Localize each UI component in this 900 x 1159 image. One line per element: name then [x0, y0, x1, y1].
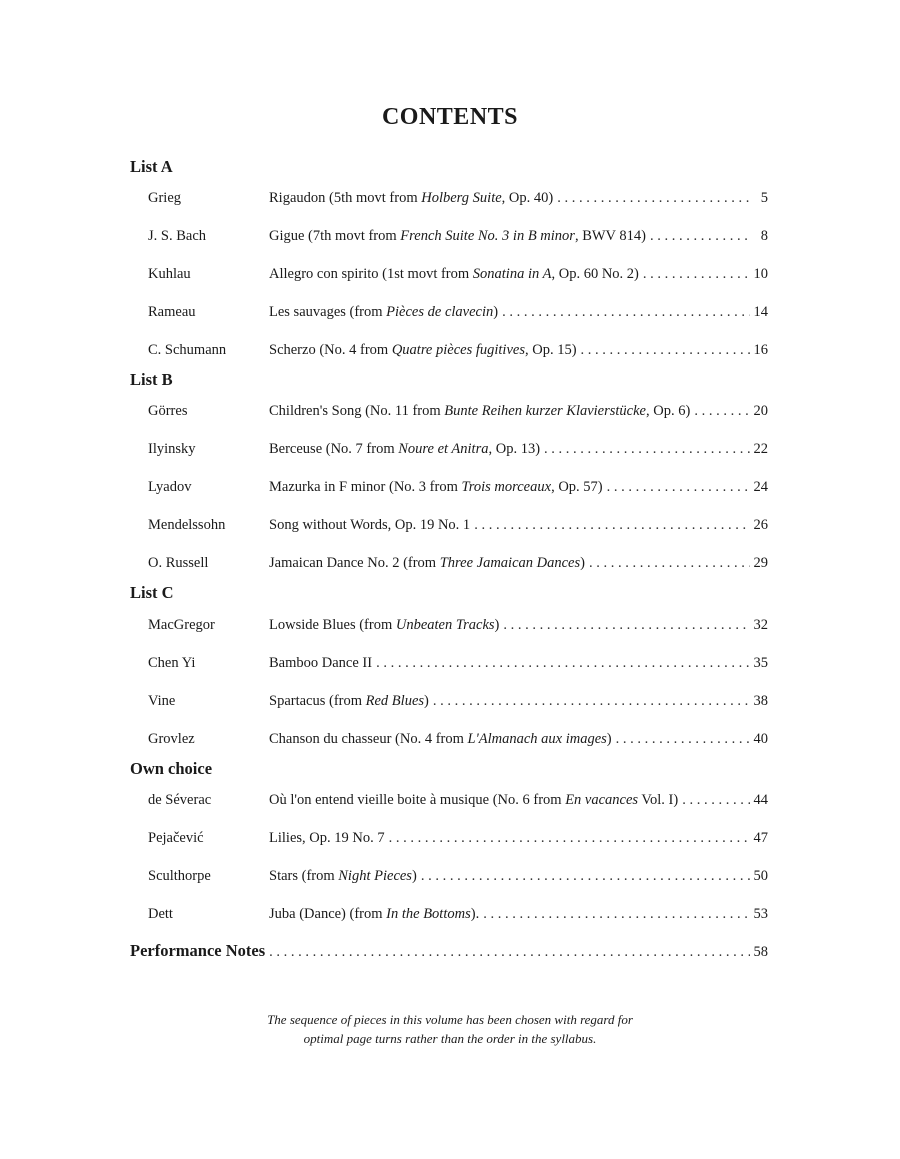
- dot-leader: [502, 301, 749, 323]
- piece-title: Lowside Blues (from Unbeaten Tracks): [269, 617, 500, 633]
- piece-title: Lilies, Op. 19 No. 7: [269, 830, 385, 846]
- composer-name: Mendelssohn: [148, 517, 226, 533]
- toc-entry-performance-notes[interactable]: [130, 941, 768, 965]
- page-number: 29: [753, 555, 768, 571]
- piece-title: Song without Words, Op. 19 No. 1: [269, 517, 471, 533]
- toc-entry[interactable]: [148, 339, 768, 361]
- dot-leader: [682, 789, 749, 811]
- piece-title: Où l'on entend vieille boite à musique (No. 6 from En vacances Vol. I): [269, 792, 679, 808]
- toc-entry[interactable]: [148, 789, 768, 811]
- page-number: 20: [753, 403, 768, 419]
- toc-entry[interactable]: [148, 690, 768, 712]
- section-heading-list-a: List A: [130, 157, 173, 176]
- piece-title: Bamboo Dance II: [269, 655, 373, 671]
- dot-leader: [643, 263, 750, 285]
- page-number: 14: [753, 304, 768, 320]
- toc-entry[interactable]: [148, 728, 768, 750]
- page-number: 24: [753, 479, 768, 495]
- dot-leader: [650, 225, 750, 247]
- toc-entry[interactable]: [148, 225, 768, 247]
- page-number: 53: [753, 906, 768, 922]
- composer-name: Ilyinsky: [148, 441, 196, 457]
- toc-entry[interactable]: [148, 903, 768, 925]
- toc-entry[interactable]: [148, 438, 768, 460]
- page-number: 35: [753, 655, 768, 671]
- dot-leader: [694, 400, 749, 422]
- dot-leader: [474, 514, 749, 536]
- page-number: 38: [753, 693, 768, 709]
- page-number: 8: [760, 228, 768, 244]
- dot-leader: [269, 944, 749, 961]
- composer-name: Grieg: [148, 190, 182, 206]
- dot-leader: [544, 438, 749, 460]
- toc-entry[interactable]: [148, 187, 768, 209]
- toc-entry[interactable]: [148, 476, 768, 498]
- section-heading-list-c: List C: [130, 583, 174, 602]
- dot-leader: [421, 865, 750, 887]
- piece-title: Les sauvages (from Pièces de clavecin): [269, 304, 499, 320]
- footnote: [0, 1010, 900, 1048]
- composer-name: O. Russell: [148, 555, 209, 571]
- page-number: 44: [753, 792, 768, 808]
- composer-name: C. Schumann: [148, 342, 227, 358]
- page-number: 16: [753, 342, 768, 358]
- piece-title: Chanson du chasseur (No. 4 from L'Almanach aux images): [269, 731, 612, 747]
- page-number: 32: [753, 617, 768, 633]
- section-heading-list-b: List B: [130, 370, 173, 389]
- dot-leader: [503, 614, 749, 636]
- composer-name: Chen Yi: [148, 655, 196, 671]
- dot-leader: [607, 476, 750, 498]
- dot-leader: [376, 652, 749, 674]
- page-title: CONTENTS: [381, 104, 519, 130]
- piece-title: Berceuse (No. 7 from Noure et Anitra, Op. 13): [269, 441, 541, 457]
- page-number: 47: [753, 830, 768, 846]
- dot-leader: [616, 728, 750, 750]
- page-number: 22: [753, 441, 768, 457]
- page-number: 5: [760, 190, 768, 206]
- page-number: 10: [753, 266, 768, 282]
- piece-title: Rigaudon (5th movt from Holberg Suite, Op. 40): [269, 190, 554, 206]
- dot-leader: [557, 187, 750, 209]
- piece-title: Stars (from Night Pieces): [269, 868, 417, 884]
- toc-entry[interactable]: [148, 614, 768, 636]
- composer-name: Görres: [148, 403, 188, 419]
- composer-name: MacGregor: [148, 617, 215, 633]
- footnote-line: optimal page turns rather than the order in the syllabus.: [303, 1031, 597, 1046]
- page-number: 26: [753, 517, 768, 533]
- composer-name: Grovlez: [148, 731, 195, 747]
- dot-leader: [433, 690, 750, 712]
- toc-entry[interactable]: [148, 827, 768, 849]
- composer-name: Dett: [148, 906, 173, 922]
- toc-entry[interactable]: [148, 865, 768, 887]
- section-heading-own-choice: Own choice: [130, 759, 213, 778]
- dot-leader: [389, 827, 750, 849]
- dot-leader: [581, 339, 750, 361]
- piece-title: Spartacus (from Red Blues): [269, 693, 429, 709]
- toc-entry[interactable]: [148, 301, 768, 323]
- toc-entry[interactable]: [148, 514, 768, 536]
- piece-title: Jamaican Dance No. 2 (from Three Jamaican Dances): [269, 555, 585, 571]
- composer-name: Pejačević: [148, 830, 204, 846]
- toc-entry[interactable]: [148, 263, 768, 285]
- piece-title: Allegro con spirito (1st movt from Sonatina in A, Op. 60 No. 2): [269, 266, 639, 282]
- toc-entry[interactable]: [148, 400, 768, 422]
- toc-entry[interactable]: [148, 652, 768, 674]
- composer-name: Rameau: [148, 304, 196, 320]
- page-number: 50: [753, 868, 768, 884]
- page-number: 40: [753, 731, 768, 747]
- piece-title: Scherzo (No. 4 from Quatre pièces fugitives, Op. 15): [269, 342, 577, 358]
- performance-notes-label: Performance Notes: [130, 941, 266, 960]
- piece-title: Children's Song (No. 11 from Bunte Reihen kurzer Klavierstücke, Op. 6): [269, 403, 691, 419]
- composer-name: Vine: [148, 693, 176, 709]
- dot-leader: [589, 552, 750, 574]
- toc-entry[interactable]: [148, 552, 768, 574]
- page-number: 58: [753, 944, 768, 960]
- footnote-line: The sequence of pieces in this volume has been chosen with regard for: [267, 1012, 633, 1027]
- composer-name: Lyadov: [148, 479, 192, 495]
- piece-title: Gigue (7th movt from French Suite No. 3 in B minor, BWV 814): [269, 228, 646, 244]
- piece-title: Mazurka in F minor (No. 3 from Trois morceaux, Op. 57): [269, 479, 603, 495]
- composer-name: J. S. Bach: [148, 228, 206, 244]
- composer-name: de Séverac: [148, 792, 212, 808]
- composer-name: Sculthorpe: [148, 868, 211, 884]
- piece-title: Juba (Dance) (from In the Bottoms).: [269, 906, 480, 922]
- composer-name: Kuhlau: [148, 266, 191, 282]
- dot-leader: [483, 903, 749, 925]
